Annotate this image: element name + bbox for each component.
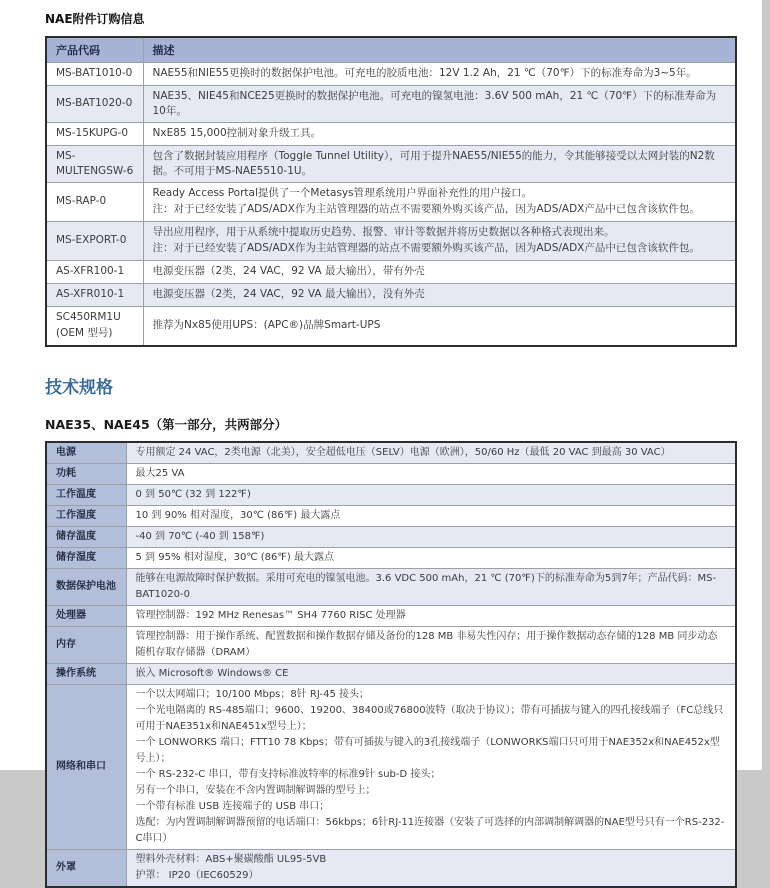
product-code-cell [46,261,143,284]
ordering-table-row [46,261,736,284]
description-cell [143,222,736,261]
spec-value-cell [126,442,736,464]
cell-text-line: NAE55和NIE55更换时的数据保护电池。可充电的胶质电池：12V 1.2 Ah，21 ℃（70℉）下的标准寿命为3~5年。 [152,67,697,79]
cell-text-line: 管理控制器：192 MHz Renesas™ SH4 7760 RISC 处理器 [135,610,406,621]
cell-text-line: MS-15KUPG-0 [56,127,129,139]
product-code-cell [46,222,143,261]
cell-text-line: 最大25 VA [135,468,185,479]
spec-value-cell [126,664,736,685]
spec-table-row [46,464,736,485]
description-cell [143,183,736,222]
cell-text-line: 数据保护电池 [56,581,116,592]
spec-table-row [46,850,736,888]
ordering-table-row [46,284,736,307]
spec-value-cell [126,685,736,850]
spec-label-cell [46,685,126,850]
ordering-table-header [46,37,736,63]
cell-text-line: 推荐为Nx85使用UPS：(APC®)品牌Smart-UPS [152,319,381,331]
cell-text-line: AS-XFR010-1 [56,288,125,300]
product-code-cell [46,63,143,86]
cell-text-line: 电源变压器（2类，24 VAC，92 VA 最大输出），带有外壳 [152,265,425,277]
cell-text-line: Ready Access Portal提供了一个Metasys管理系统用户界面补充性的用户接口。 [152,187,533,199]
cell-text-line: 功耗 [56,468,76,479]
cell-text-line: 工作温度 [56,489,96,500]
spec-label-cell [46,527,126,548]
ordering-table-body [46,63,736,347]
ordering-table-row [46,63,736,86]
cell-text-line: MS-BAT1020-0 [56,97,133,109]
cell-text-line: 储存温度 [56,531,96,542]
cell-text-line: 注：对于已经安装了ADS/ADX作为主站管理器的站点不需要额外购买该产品，因为ADS/ADX产品中已包含该软件包。 [152,203,700,215]
spec-label-cell [46,569,126,606]
description-cell [143,261,736,284]
cell-text-line: 电源 [56,447,76,458]
ordering-table-row [46,183,736,222]
spec-value-cell [126,485,736,506]
cell-text-line: 外罩 [56,862,76,873]
description-cell [143,86,736,123]
spec-table-row [46,627,736,664]
ordering-table-row [46,222,736,261]
cell-text-line: 网络和串口 [56,761,106,772]
spec-table-row [46,664,736,685]
cell-text-line: 5 到 95% 相对湿度，30℃ (86℉) 最大露点 [135,552,334,563]
cell-text-line: NAE35、NIE45和NCE25更换时的数据保护电池。可充电的镍氢电池：3.6V 500 mAh，21 ℃（70℉）下的标准寿命为10年。 [152,90,717,117]
ordering-table-row [46,307,736,347]
spec-label-cell [46,664,126,685]
spec-value-cell [126,506,736,527]
cell-text-line: 10 到 90% 相对湿度，30℃ (86℉) 最大露点 [135,510,341,521]
ordering-table-row [46,123,736,146]
cell-text-line: SC450RM1U [56,311,121,323]
spec-section-subtitle: NAE35、NAE45（第一部分，共两部分） [45,417,288,432]
spec-table-row [46,685,736,850]
cell-text-line: 一个以太网端口；10/100 Mbps；8针 RJ-45 接头； [135,689,369,700]
spec-label-cell [46,548,126,569]
spec-label-cell [46,850,126,888]
spec-label-cell [46,485,126,506]
spec-table-body [46,442,736,887]
spec-table-row [46,527,736,548]
spec-table-row [46,485,736,506]
product-code-cell [46,123,143,146]
spec-value-cell [126,464,736,485]
cell-text-line: 管理控制器：用于操作系统、配置数据和操作数据存储及备份的128 MB 非易失性闪存；用于操作数据动态存储的128 MB 同步动态随机存取存储器（DRAM） [135,631,718,658]
product-code-cell [46,86,143,123]
cell-text-line: 内存 [56,639,76,650]
spec-value-cell [126,606,736,627]
spec-value-cell [126,569,736,606]
spec-table-row [46,569,736,606]
cell-text-line: 塑料外壳材料：ABS+聚碳酸酯 UL95-5VB [135,854,327,865]
cell-text-line: (OEM 型号) [56,327,113,339]
spec-section-title: 技术规格 [45,378,113,398]
ordering-section-title: NAE附件订购信息 [45,12,145,26]
spec-value-cell [126,527,736,548]
cell-text-line: 包含了数据封装应用程序（Toggle Tunnel Utility），可用于提升NAE55/NIE55的能力，令其能够接受以太网封装的N2数据。不可用于MS-NAE5510-1U。 [152,150,715,177]
spec-label-cell [46,627,126,664]
cell-text-line: 另有一个串口，安装在不含内置调制解调器的型号上； [135,785,376,796]
spec-label-cell [46,464,126,485]
cell-text-line: 导出应用程序，用于从系统中提取历史趋势、报警、审计等数据并将历史数据以各种格式表现出来。 [152,226,615,238]
cell-text-line: 0 到 50℃ (32 到 122℉) [135,489,251,500]
spec-label-cell [46,506,126,527]
cell-text-line: 电源变压器（2类，24 VAC，92 VA 最大输出），没有外壳 [152,288,425,300]
cell-text-line: 专用额定 24 VAC，2类电源（北美），安全超低电压（SELV）电源（欧洲），50/60 Hz（最低 20 VAC 到最高 30 VAC） [135,447,671,458]
product-code-cell [46,183,143,222]
cell-text-line: MS-RAP-0 [56,195,107,207]
cell-text-line: 工作湿度 [56,510,96,521]
cell-text-line: 能够在电源故障时保护数据。采用可充电的镍氢电池。3.6 VDC 500 mAh，21 ℃ (70℉)下的标准寿命为5到7年；产品代码：MS-BAT1020-0 [135,573,717,600]
cell-text-line: MS-EXPORT-0 [56,234,127,246]
spec-table [45,441,737,888]
product-code-cell [46,146,143,183]
cell-text-line: AS-XFR100-1 [56,265,125,277]
product-code-cell [46,307,143,347]
cell-text-line: 处理器 [56,610,86,621]
cell-text-line: 护罩： IP20（IEC60529） [135,870,259,881]
spec-value-cell [126,850,736,888]
spec-table-row [46,442,736,464]
cell-text-line: NxE85 15,000控制对象升级工具。 [152,127,322,139]
cell-text-line: MS-MULTENGSW-6 [56,150,134,177]
cell-text-line: 操作系统 [56,668,96,679]
cell-text-line: MS-BAT1010-0 [56,67,133,79]
header-product-code: 产品代码 [46,37,143,63]
ordering-table-row [46,86,736,123]
product-code-cell [46,284,143,307]
spec-table-row [46,606,736,627]
description-cell [143,146,736,183]
header-row [46,37,736,63]
spec-table-row [46,548,736,569]
cell-text-line: 一个带有标准 USB 连接端子的 USB 串口； [135,801,330,812]
cell-text-line: 嵌入 Microsoft® Windows® CE [135,668,289,679]
cell-text-line: -40 到 70℃ (-40 到 158℉) [135,531,265,542]
spec-table-row [46,506,736,527]
spec-value-cell [126,627,736,664]
description-cell [143,123,736,146]
cell-text-line: 一个 LONWORKS 端口；FTT10 78 Kbps；带有可插拔与键入的3孔接线端子（LONWORKS端口只可用于NAE352x和NAE452x型号上）； [135,737,720,764]
cell-text-line: 选配：为内置调制解调器预留的电话端口：56kbps；6针RJ-11连接器（安装了可选择的内部调制解调器的NAE型号只有一个RS-232-C串口） [135,817,725,844]
cell-text-line: 注：对于已经安装了ADS/ADX作为主站管理器的站点不需要额外购买该产品，因为ADS/ADX产品中已包含该软件包。 [152,242,700,254]
description-cell [143,307,736,347]
ordering-table [45,36,737,347]
cell-text-line: 一个光电隔离的 RS-485端口；9600、19200、38400或76800波特（取决于协议）；带有可插拔与键入的四孔接线端子（FC总线只可用于NAE351x和NAE451x型号上）； [135,705,724,732]
cell-text-line: 储存湿度 [56,552,96,563]
spec-value-cell [126,548,736,569]
spec-label-cell [46,442,126,464]
description-cell [143,63,736,86]
header-description: 描述 [143,37,736,63]
ordering-table-row [46,146,736,183]
description-cell [143,284,736,307]
cell-text-line: 一个 RS-232-C 串口，带有支持标准波特率的标准9针 sub-D 接头； [135,769,441,780]
spec-label-cell [46,606,126,627]
